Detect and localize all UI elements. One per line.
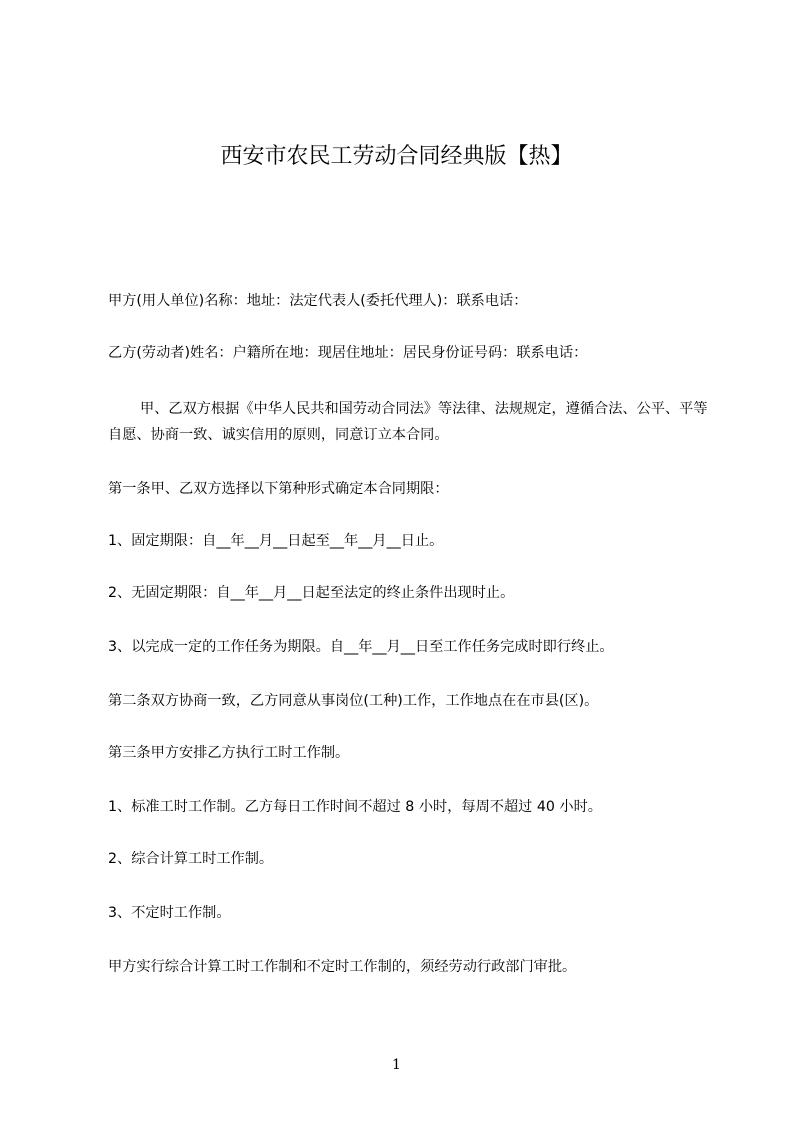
paragraph-party-a: 甲方(用人单位)名称：地址：法定代表人(委托代理人)：联系电话： (108, 293, 528, 309)
paragraph-comprehensive-hours: 2、综合计算工时工作制。 (108, 851, 274, 867)
paragraph-article-3: 第三条甲方安排乙方执行工时工作制。 (108, 745, 350, 761)
paragraph-article-1: 第一条甲、乙双方选择以下第种形式确定本合同期限： (108, 481, 449, 497)
paragraph-party-b: 乙方(劳动者)姓名：户籍所在地：现居住地址：居民身份证号码：联系电话： (108, 345, 588, 361)
page-number: 1 (392, 1057, 401, 1073)
paragraph-preamble: 甲、乙双方根据《中华人民共和国劳动合同法》等法律、法规规定，遵循合法、公平、平等自愿、协商一致、诚实信用的原则，同意订立本合同。 (108, 401, 708, 443)
paragraph-flexible-hours: 3、不定时工作制。 (108, 905, 231, 921)
paragraph-approval: 甲方实行综合计算工时工作制和不定时工作制的，须经劳动行政部门审批。 (108, 959, 577, 975)
document-title: 西安市农民工劳动合同经典版【热】 (220, 144, 573, 169)
paragraph-standard-hours: 1、标准工时工作制。乙方每日工作时间不超过 8 小时，每周不超过 40 小时。 (108, 799, 602, 815)
paragraph-task-term: 3、以完成一定的工作任务为期限。自__年__月__日至工作任务完成时即行终止。 (108, 639, 614, 655)
paragraph-fixed-term: 1、固定期限：自__年__月__日起至__年__月__日止。 (108, 533, 444, 549)
paragraph-open-term: 2、无固定期限：自__年__月__日起至法定的终止条件出现时止。 (108, 585, 515, 601)
paragraph-article-2: 第二条双方协商一致，乙方同意从事岗位(工种)工作，工作地点在在市县(区)。 (108, 693, 599, 709)
